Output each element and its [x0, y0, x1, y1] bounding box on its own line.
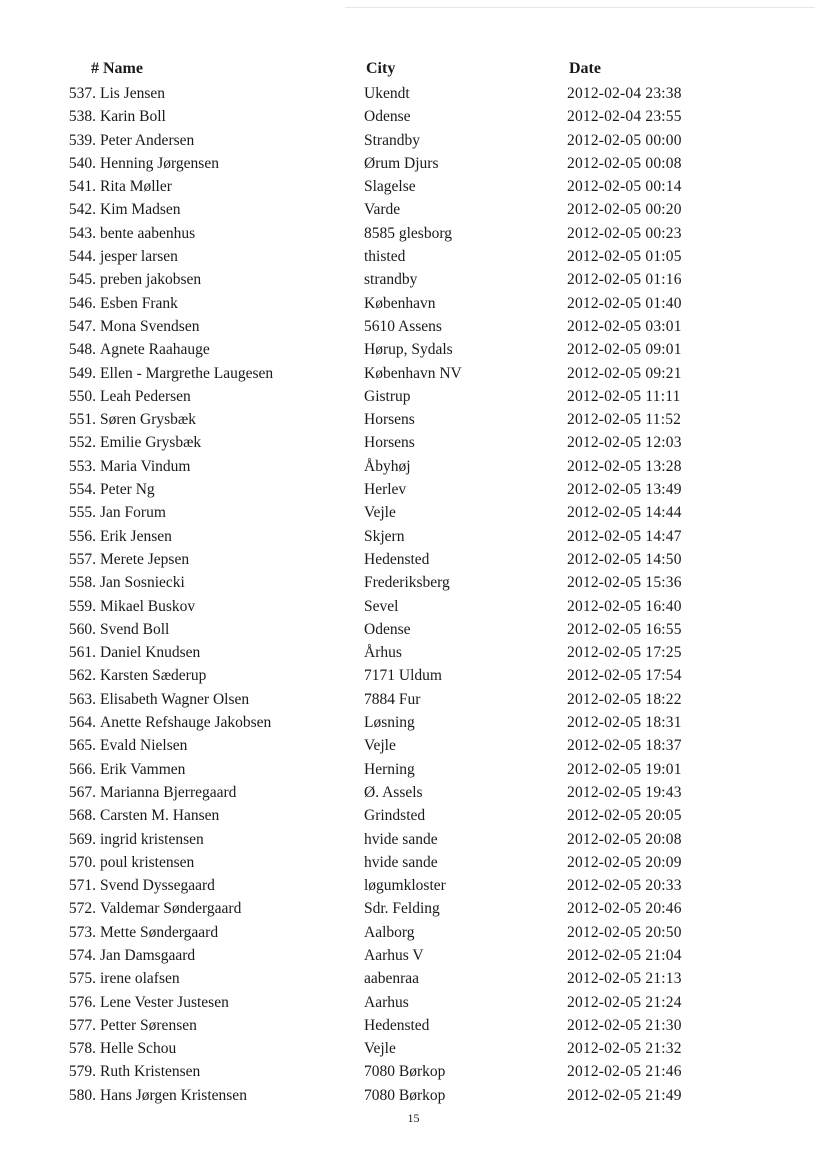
row-date: 2012-02-05 18:22: [567, 690, 682, 708]
row-number: 564.: [68, 714, 96, 732]
row-number: 555.: [68, 504, 96, 522]
row-name: Karsten Sæderup: [100, 667, 207, 685]
row-name: Emilie Grysbæk: [100, 434, 202, 452]
row-number: 565.: [68, 737, 96, 755]
row-date: 2012-02-05 19:01: [567, 760, 682, 778]
row-number: 563.: [68, 690, 96, 708]
table-row: [0, 595, 827, 618]
row-number: 578.: [68, 1040, 96, 1058]
row-name: Leah Pedersen: [100, 387, 191, 405]
row-number: 541.: [68, 178, 96, 196]
row-name: Mikael Buskov: [100, 597, 196, 615]
row-city: Vejle: [364, 504, 396, 522]
row-number: 545.: [68, 271, 96, 289]
table-row: [0, 455, 827, 478]
row-city: Århus: [364, 644, 402, 662]
row-date: 2012-02-05 03:01: [567, 317, 682, 335]
row-date: 2012-02-05 18:31: [567, 714, 682, 732]
row-number: 561.: [68, 644, 96, 662]
row-date: 2012-02-05 20:05: [567, 807, 682, 825]
table-row: [0, 991, 827, 1014]
table-row: [0, 525, 827, 548]
header-number-name: [91, 60, 143, 78]
row-city: 5610 Assens: [364, 317, 442, 335]
row-name: Jan Sosniecki: [100, 574, 185, 592]
row-name: Daniel Knudsen: [100, 644, 201, 662]
row-city: Slagelse: [364, 178, 416, 196]
row-date: 2012-02-05 15:36: [567, 574, 682, 592]
row-city: hvide sande: [364, 830, 438, 848]
row-number: 558.: [68, 574, 96, 592]
row-date: 2012-02-05 00:20: [567, 201, 682, 219]
row-date: 2012-02-05 01:05: [567, 248, 682, 266]
row-name: Maria Vindum: [100, 457, 191, 475]
row-name: Ruth Kristensen: [100, 1063, 201, 1081]
row-city: Horsens: [364, 434, 415, 452]
table-row: [0, 641, 827, 664]
row-date: 2012-02-04 23:55: [567, 108, 682, 126]
table-row: [0, 408, 827, 431]
scan-artifact-line: [345, 7, 815, 8]
table-row: [0, 431, 827, 454]
row-number: 552.: [68, 434, 96, 452]
table-row: [0, 292, 827, 315]
row-name: Svend Boll: [100, 620, 170, 638]
table-row: [0, 385, 827, 408]
table-row: [0, 688, 827, 711]
table-row: [0, 105, 827, 128]
row-number: 543.: [68, 224, 96, 242]
row-date: 2012-02-05 21:49: [567, 1086, 682, 1104]
row-date: 2012-02-05 09:01: [567, 341, 682, 359]
table-row: [0, 734, 827, 757]
table-row: [0, 944, 827, 967]
row-number: 550.: [68, 387, 96, 405]
row-name: Lis Jensen: [100, 85, 166, 102]
page-number: 15: [407, 1111, 420, 1125]
row-date: 2012-02-05 11:11: [567, 387, 681, 405]
row-date: 2012-02-05 13:49: [567, 481, 682, 499]
row-city: strandby: [364, 271, 418, 289]
row-number: 553.: [68, 457, 96, 475]
row-date: 2012-02-05 17:54: [567, 667, 682, 685]
row-number: 559.: [68, 597, 96, 615]
row-number: 566.: [68, 760, 96, 778]
row-city: Horsens: [364, 411, 415, 429]
table-row: [0, 781, 827, 804]
row-city: løgumkloster: [364, 877, 446, 895]
row-city: Hørup, Sydals: [364, 341, 453, 359]
row-date: 2012-02-05 00:14: [567, 178, 682, 196]
row-date: 2012-02-05 21:32: [567, 1040, 682, 1058]
row-name: Anette Refshauge Jakobsen: [100, 714, 272, 732]
row-name: Karin Boll: [100, 108, 166, 126]
row-number: 576.: [68, 993, 96, 1011]
table-row: [0, 222, 827, 245]
row-number: 549.: [68, 364, 96, 382]
row-number: 573.: [68, 923, 96, 941]
row-city: Herning: [364, 760, 415, 778]
row-name: Ellen - Margrethe Laugesen: [100, 364, 274, 382]
row-date: 2012-02-05 21:24: [567, 993, 682, 1011]
row-name: Hans Jørgen Kristensen: [100, 1086, 247, 1104]
row-date: 2012-02-05 12:03: [567, 434, 682, 452]
row-city: 7080 Børkop: [364, 1063, 446, 1081]
row-number: 575.: [68, 970, 96, 988]
table-row: [0, 198, 827, 221]
row-city: Løsning: [364, 714, 415, 732]
row-date: 2012-02-05 14:44: [567, 504, 682, 522]
row-date: 2012-02-05 20:46: [567, 900, 682, 918]
row-number: 544.: [68, 248, 96, 266]
table-row: [0, 82, 827, 105]
row-number: 562.: [68, 667, 96, 685]
row-city: hvide sande: [364, 853, 438, 871]
table-row: [0, 1014, 827, 1037]
row-city: 8585 glesborg: [364, 224, 452, 242]
row-name: Henning Jørgensen: [100, 154, 219, 172]
row-number: 568.: [68, 807, 96, 825]
row-city: Ukendt: [364, 85, 410, 102]
row-name: preben jakobsen: [100, 271, 202, 289]
table-row: [0, 758, 827, 781]
row-date: 2012-02-05 17:25: [567, 644, 682, 662]
row-city: Odense: [364, 108, 411, 126]
row-date: 2012-02-05 18:37: [567, 737, 682, 755]
row-number: 569.: [68, 830, 96, 848]
row-city: Grindsted: [364, 807, 426, 825]
row-number: 538.: [68, 108, 96, 126]
row-name: Peter Andersen: [100, 131, 195, 149]
row-number: 571.: [68, 877, 96, 895]
table-row: [0, 1084, 827, 1107]
row-city: Sevel: [364, 597, 399, 615]
row-city: Herlev: [364, 481, 407, 499]
table-header: [0, 60, 827, 82]
row-date: 2012-02-05 09:21: [567, 364, 682, 382]
row-name: Rita Møller: [100, 178, 172, 196]
row-city: 7080 Børkop: [364, 1086, 446, 1104]
row-name: Mette Søndergaard: [100, 923, 219, 941]
table-row: [0, 362, 827, 385]
table-row: [0, 1037, 827, 1060]
table-row: [0, 175, 827, 198]
row-name: Helle Schou: [100, 1040, 177, 1058]
row-city: Åbyhøj: [364, 457, 411, 475]
row-name: Merete Jepsen: [100, 550, 190, 568]
row-name: Carsten M. Hansen: [100, 807, 220, 825]
row-date: 2012-02-05 01:40: [567, 294, 682, 312]
row-date: 2012-02-05 21:30: [567, 1016, 682, 1034]
row-date: 2012-02-05 21:46: [567, 1063, 682, 1081]
row-number: 537.: [68, 85, 96, 102]
row-date: 2012-02-04 23:38: [567, 85, 682, 102]
row-city: Aarhus V: [364, 946, 424, 964]
row-date: 2012-02-05 16:40: [567, 597, 682, 615]
row-name: Marianna Bjerregaard: [100, 783, 237, 801]
row-date: 2012-02-05 00:00: [567, 131, 682, 149]
row-date: 2012-02-05 13:28: [567, 457, 682, 475]
row-date: 2012-02-05 21:13: [567, 970, 682, 988]
row-city: Ørum Djurs: [364, 154, 439, 172]
table-row: [0, 828, 827, 851]
row-number: 554.: [68, 481, 96, 499]
row-name: bente aabenhus: [100, 224, 196, 242]
row-city: aabenraa: [364, 970, 420, 988]
row-date: 2012-02-05 00:23: [567, 224, 682, 242]
table-row: [0, 1060, 827, 1083]
row-name: Petter Sørensen: [100, 1016, 197, 1034]
row-city: Strandby: [364, 131, 420, 149]
row-city: Hedensted: [364, 550, 430, 568]
row-date: 2012-02-05 20:09: [567, 853, 682, 871]
signature-list: [0, 82, 827, 1107]
row-number: 567.: [68, 783, 96, 801]
table-row: [0, 152, 827, 175]
row-city: Aalborg: [364, 923, 415, 941]
table-row: [0, 874, 827, 897]
row-city: Frederiksberg: [364, 574, 450, 592]
row-number: 577.: [68, 1016, 96, 1034]
row-number: 542.: [68, 201, 96, 219]
table-row: [0, 548, 827, 571]
row-number: 579.: [68, 1063, 96, 1081]
header-number: #: [91, 60, 99, 77]
row-name: Søren Grysbæk: [100, 411, 197, 429]
row-name: jesper larsen: [100, 248, 178, 266]
row-city: København: [364, 294, 436, 312]
table-row: [0, 338, 827, 361]
row-city: Ø. Assels: [364, 783, 423, 801]
row-name: Evald Nielsen: [100, 737, 188, 755]
row-date: 2012-02-05 19:43: [567, 783, 682, 801]
row-name: Peter Ng: [100, 481, 155, 499]
table-row: [0, 245, 827, 268]
row-name: irene olafsen: [100, 970, 180, 988]
table-row: [0, 897, 827, 920]
row-number: 560.: [68, 620, 96, 638]
row-name: Erik Vammen: [100, 760, 186, 778]
row-city: Vejle: [364, 1040, 396, 1058]
row-city: thisted: [364, 248, 406, 266]
row-name: Valdemar Søndergaard: [100, 900, 242, 918]
table-row: [0, 967, 827, 990]
row-city: 7884 Fur: [364, 690, 421, 708]
row-city: Sdr. Felding: [364, 900, 440, 918]
row-date: 2012-02-05 00:08: [567, 154, 682, 172]
row-number: 580.: [68, 1086, 96, 1104]
row-city: Gistrup: [364, 387, 411, 405]
row-name: Svend Dyssegaard: [100, 877, 215, 895]
row-date: 2012-02-05 20:50: [567, 923, 682, 941]
row-number: 546.: [68, 294, 96, 312]
header-date: Date: [569, 60, 601, 77]
row-number: 547.: [68, 317, 96, 335]
row-number: 557.: [68, 550, 96, 568]
row-number: 540.: [68, 154, 96, 172]
row-city: Varde: [364, 201, 401, 219]
row-name: Elisabeth Wagner Olsen: [100, 690, 250, 708]
table-row: [0, 315, 827, 338]
row-date: 2012-02-05 16:55: [567, 620, 682, 638]
row-number: 539.: [68, 131, 96, 149]
table-row: [0, 921, 827, 944]
row-city: Skjern: [364, 527, 405, 545]
row-city: Aarhus: [364, 993, 409, 1011]
row-date: 2012-02-05 11:52: [567, 411, 682, 429]
row-city: Odense: [364, 620, 411, 638]
header-name: Name: [103, 60, 143, 77]
row-date: 2012-02-05 14:50: [567, 550, 682, 568]
row-name: Agnete Raahauge: [100, 341, 210, 359]
header-city: City: [366, 60, 396, 77]
row-name: Esben Frank: [100, 294, 178, 312]
row-city: Vejle: [364, 737, 396, 755]
row-date: 2012-02-05 20:08: [567, 830, 682, 848]
row-city: 7171 Uldum: [364, 667, 442, 685]
row-name: Jan Damsgaard: [100, 946, 196, 964]
row-city: Hedensted: [364, 1016, 430, 1034]
table-row: [0, 851, 827, 874]
row-name: ingrid kristensen: [100, 830, 204, 848]
row-name: Kim Madsen: [100, 201, 181, 219]
table-row: [0, 129, 827, 152]
table-row: [0, 711, 827, 734]
table-row: [0, 268, 827, 291]
table-row: [0, 618, 827, 641]
table-row: [0, 664, 827, 687]
row-name: poul kristensen: [100, 853, 195, 871]
table-row: [0, 501, 827, 524]
row-name: Mona Svendsen: [100, 317, 200, 335]
row-name: Erik Jensen: [100, 527, 172, 545]
row-date: 2012-02-05 01:16: [567, 271, 682, 289]
row-number: 572.: [68, 900, 96, 918]
row-date: 2012-02-05 21:04: [567, 946, 682, 964]
row-number: 574.: [68, 946, 96, 964]
row-date: 2012-02-05 20:33: [567, 877, 682, 895]
row-number: 551.: [68, 411, 96, 429]
row-number: 570.: [68, 853, 96, 871]
table-row: [0, 478, 827, 501]
table-row: [0, 804, 827, 827]
row-name: Lene Vester Justesen: [100, 993, 229, 1011]
row-city: København NV: [364, 364, 462, 382]
row-name: Jan Forum: [100, 504, 166, 522]
row-number: 548.: [68, 341, 96, 359]
row-number: 556.: [68, 527, 96, 545]
table-row: [0, 571, 827, 594]
row-date: 2012-02-05 14:47: [567, 527, 682, 545]
